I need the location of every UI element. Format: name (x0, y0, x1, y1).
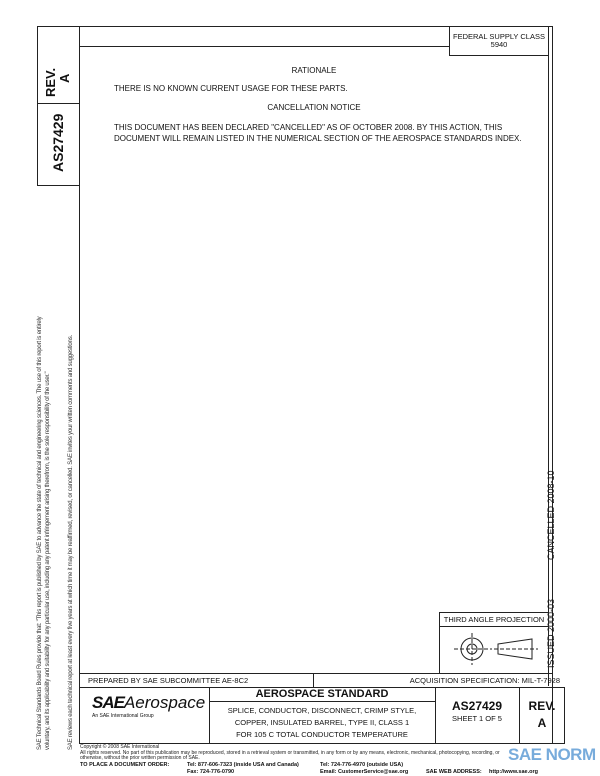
rev-value: A (57, 73, 72, 83)
title-rev (519, 698, 565, 732)
watermark: SAE NORM (508, 745, 596, 764)
email: Email: CustomerService@sae.org (320, 769, 409, 775)
rev-value: A (537, 716, 547, 730)
title-line: SPLICE, CONDUCTOR, DISCONNECT, CRIMP STYLE, (227, 706, 417, 715)
cancellation-heading: CANCELLATION NOTICE (267, 103, 361, 112)
web-label: SAE WEB ADDRESS: (426, 769, 482, 775)
title-line: FOR 105 C TOTAL CONDUCTOR TEMPERATURE (236, 730, 408, 739)
rationale-text: THERE IS NO KNOWN CURRENT USAGE FOR THESE PARTS. (114, 84, 348, 93)
projection-label: THIRD ANGLE PROJECTION (440, 613, 548, 627)
title-line: COPPER, INSULATED BARREL, TYPE II, CLASS 1 (234, 718, 410, 727)
rights-text: All rights reserved. No part of this publication may be reproduced, stored in a retrieval system or transmitted, in any form or by any means, electronic, mechanical, photocopying, recording, or (80, 749, 500, 756)
rationale-heading: RATIONALE (291, 66, 337, 75)
disclaimer (36, 317, 75, 750)
cancellation-line: DOCUMENT WILL REMAIN LISTED IN THE NUMERICAL SECTION OF THE AEROSPACE STANDARDS INDEX. (114, 134, 522, 143)
sae-aerospace-logo (92, 693, 205, 719)
left-doc-number: AS27429 (50, 113, 66, 172)
cancellation-line: THIS DOCUMENT HAS BEEN DECLARED "CANCELLED" AS OF OCTOBER 2008. BY THIS ACTION, THIS (114, 123, 503, 132)
logo-aerospace: Aerospace (123, 693, 206, 712)
prepared-by: PREPARED BY SAE SUBCOMMITTEE AE-8C2 (88, 676, 249, 685)
rev-label: REV. (528, 699, 556, 713)
disclaimer-line: SAE reviews each technical report at least every five years at which time it may be reaffirmed, revised, or cancelled. SAE invites your written comments and suggestions. (68, 335, 74, 750)
rev-label: REV. (43, 67, 58, 97)
fsc-value: 5940 (490, 40, 508, 49)
standard-heading: AEROSPACE STANDARD (255, 688, 389, 700)
acquisition-spec: ACQUISITION SPECIFICATION: MIL-T-7928 (409, 676, 560, 685)
tel-outside: Tel: 724-776-4970 (outside USA) (320, 762, 404, 768)
issued-date: ISSUED 2000-03 (546, 598, 556, 668)
disclaimer-line: SAE Technical Standards Board Rules provide that: "This report is published by SAE to advance the state of technical and engineering sciences. The use of this report is entirely (37, 316, 43, 750)
logo-subtitle: An SAE International Group (92, 713, 154, 719)
fsc-box (449, 26, 549, 56)
fsc-label: FEDERAL SUPPLY CLASS (453, 32, 545, 41)
document-title (209, 705, 435, 741)
order-label: TO PLACE A DOCUMENT ORDER: (80, 762, 170, 768)
fax: Fax: 724-776-0790 (187, 769, 235, 775)
web-link[interactable]: http://www.sae.org (489, 769, 538, 775)
cancellation-text (114, 122, 522, 144)
cancelled-date: CANCELLED 2008-10 (546, 470, 556, 560)
tel-inside: Tel: 877-606-7323 (inside USA and Canada) (187, 762, 299, 768)
third-angle-projection-icon (440, 627, 546, 671)
logo-sae: SAE (92, 693, 124, 712)
sheet-number: SHEET 1 OF 5 (452, 714, 502, 723)
rights-text: otherwise, without the prior written permission of SAE. (80, 755, 200, 761)
left-rev (44, 68, 72, 97)
footer (80, 745, 500, 762)
copyright: Copyright © 2008 SAE International (80, 744, 160, 750)
doc-number: AS27429 (451, 699, 503, 713)
disclaimer-line: voluntary, and its applicability and suitability for any particular use, including any patent infringement arising therefrom, is the sole responsibility of the user." (45, 371, 51, 750)
projection-box (439, 612, 549, 674)
